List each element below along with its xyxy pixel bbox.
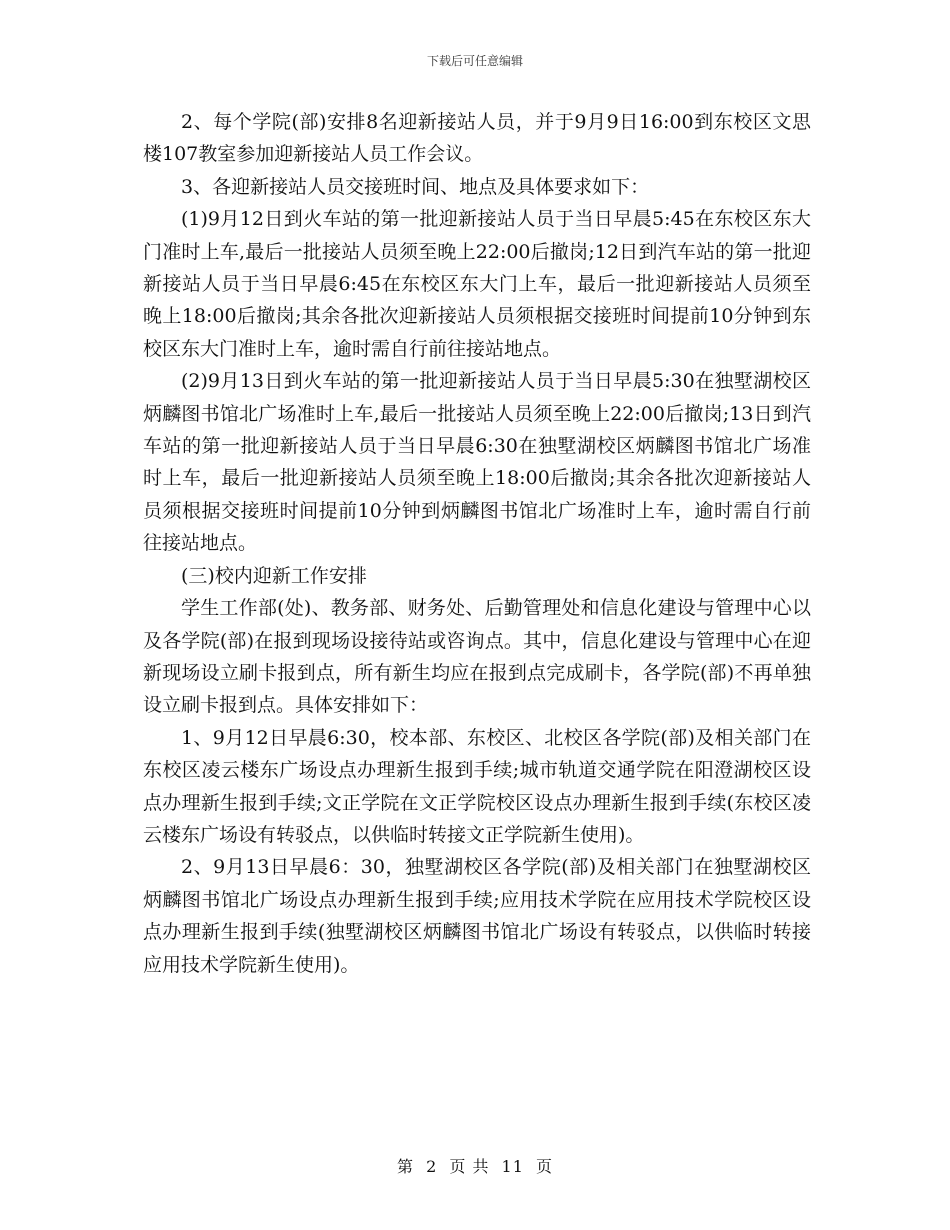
footer-prefix: 第 bbox=[396, 1157, 414, 1176]
paragraph-meeting: 2、每个学院(部)安排8名迎新接站人员，并于9月9日16:00到东校区文思楼107教室参加迎新接站人员工作会议。 bbox=[143, 111, 811, 166]
page-number: 2 bbox=[426, 1157, 438, 1176]
document-body bbox=[143, 106, 811, 981]
page-footer bbox=[0, 1154, 950, 1177]
paragraph-sept-12: (1)9月12日到火车站的第一批迎新接站人员于当日早晨5:45在东校区东大门准时上车,最后一批接站人员须至晚上22:00后撤岗;12日到汽车站的第一批迎新接站人员于当日早晨6:45在东校区东大门上车，最后一批迎新接站人员须至晚上18:00后撤岗;其余各批次迎新接站人员须根据交接班时间提前10分钟到东校区东大门准时上车，逾时需自行前往接站地点。 bbox=[143, 208, 811, 360]
section-heading-campus: (三)校内迎新工作安排 bbox=[181, 564, 367, 587]
paragraph-reception-desks: 学生工作部(处)、教务部、财务处、后勤管理处和信息化建设与管理中心以及各学院(部)在报到现场设接待站或咨询点。其中，信息化建设与管理中心在迎新现场设立刷卡报到点，所有新生均应在报到点完成刷卡，各学院(部)不再单独设立刷卡报到点。具体安排如下： bbox=[143, 597, 811, 717]
paragraph-sept-13: (2)9月13日到火车站的第一批迎新接站人员于当日早晨5:30在独墅湖校区炳麟图书馆北广场准时上车,最后一批接站人员须至晚上22:00后撤岗;13日到汽车站的第一批迎新接站人员于当日早晨6:30在独墅湖校区炳麟图书馆北广场准时上车，最后一批迎新接站人员须至晚上18:00后撤岗;其余各批次迎新接站人员须根据交接班时间提前10分钟到炳麟图书馆北广场准时上车，逾时需自行前往接站地点。 bbox=[143, 370, 811, 555]
footer-suffix: 页 bbox=[536, 1157, 554, 1176]
paragraph-registration-13: 2、9月13日早晨6：30，独墅湖校区各学院(部)及相关部门在独墅湖校区炳麟图书馆北广场设点办理新生报到手续;应用技术学院在应用技术学院校区设点办理新生报到手续(独墅湖校区炳麟图书馆北广场设有转驳点，以供临时转接应用技术学院新生使用)。 bbox=[143, 856, 811, 976]
footer-middle: 页 共 bbox=[449, 1157, 490, 1176]
page-header: 下载后可任意编辑 bbox=[426, 54, 523, 68]
paragraph-registration-12: 1、9月12日早晨6:30，校本部、东校区、北校区各学院(部)及相关部门在东校区凌云楼东广场设点办理新生报到手续;城市轨道交通学院在阳澄湖校区设点办理新生报到手续;文正学院在文正学院校区设点办理新生报到手续(东校区凌云楼东广场设有转驳点，以供临时转接文正学院新生使用)。 bbox=[143, 726, 811, 846]
paragraph-shift-intro: 3、各迎新接站人员交接班时间、地点及具体要求如下： bbox=[181, 175, 650, 198]
page-total: 11 bbox=[501, 1157, 524, 1176]
